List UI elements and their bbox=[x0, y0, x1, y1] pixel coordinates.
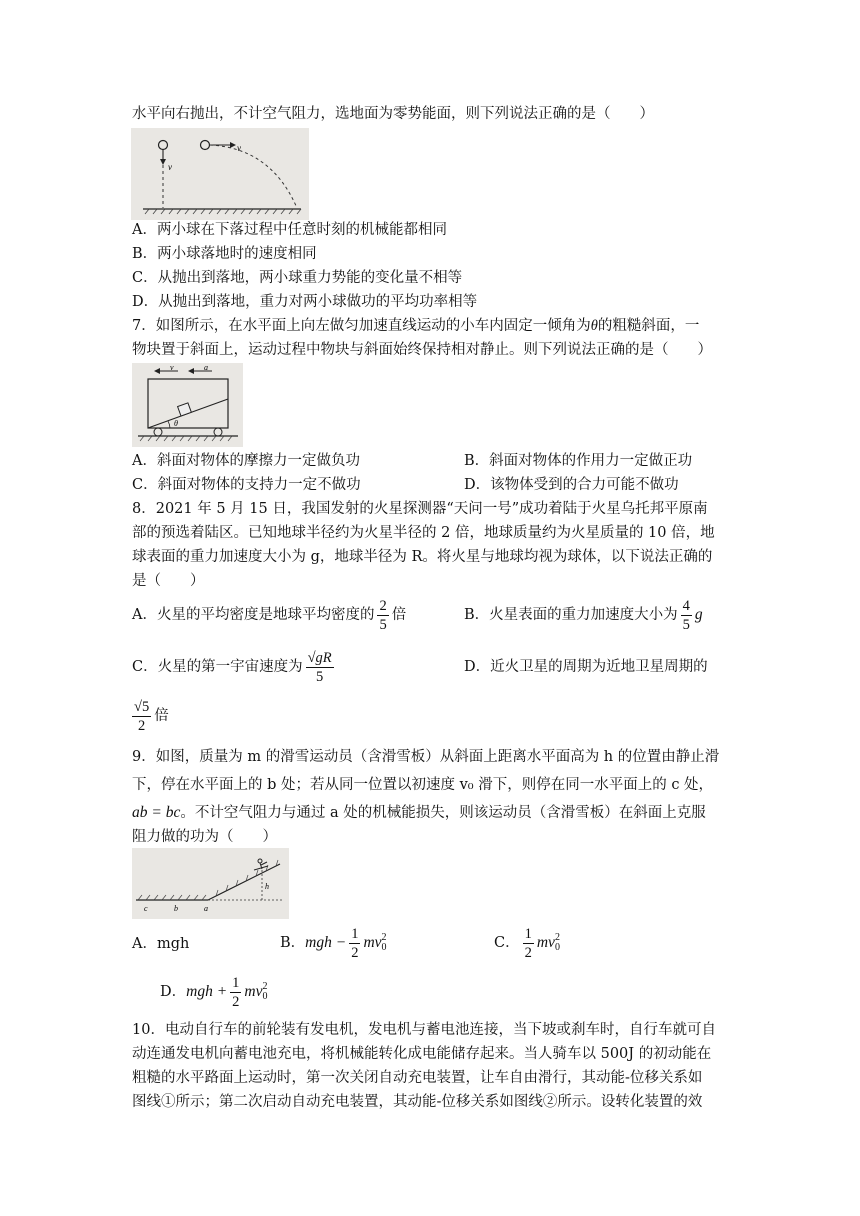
q9-a-label: a bbox=[204, 904, 208, 913]
q9-option-d-half-den: 2 bbox=[232, 993, 240, 1010]
q9-option-c-half bbox=[523, 925, 534, 962]
q10-stem-line1: 10．电动自行车的前轮装有发电机，发电机与蓄电池连接，当下坡或刹车时，自行车就可自 bbox=[132, 1022, 716, 1038]
q8-stem-line2: 部的预选着陆区。已知地球半径约为火星半径的 2 倍，地球质量约为火星质量的 10 倍，地 bbox=[132, 525, 715, 541]
q6-option-b: B．两小球落地时的速度相同 bbox=[132, 246, 317, 262]
q9-diagram bbox=[132, 848, 289, 919]
q7-option-c: C．斜面对物体的支持力一定不做功 bbox=[132, 477, 361, 493]
q7-theta: θ bbox=[590, 318, 598, 334]
q9-b-label: b bbox=[174, 904, 178, 913]
q8-option-c bbox=[132, 648, 337, 686]
q8-option-d-fraction bbox=[132, 698, 151, 735]
q8-stem-line3: 球表面的重力加速度大小为 g，地球半径为 R。将火星与地球均视为球体，以下说法正确的 bbox=[132, 549, 713, 565]
q9-option-b-sub: 0 bbox=[381, 942, 387, 953]
q9-option-b-sup: 2 bbox=[381, 932, 387, 943]
q9-stem-line3-text: 。不计空气阻力与通过 a 处的机械能损失，则该运动员（含滑雪板）在斜面上克服 bbox=[180, 805, 706, 821]
q6-option-c: C．从抛出到落地，两小球重力势能的变化量不相等 bbox=[132, 270, 463, 286]
q9-figure bbox=[132, 848, 289, 919]
q6-option-a: A．两小球在下落过程中任意时刻的机械能都相同 bbox=[132, 222, 447, 238]
q8-option-d-suffix: 倍 bbox=[154, 708, 169, 724]
q9-option-b-expr: mgh − bbox=[305, 934, 347, 951]
q9-option-d bbox=[160, 973, 268, 1011]
q9-option-d-sub: 0 bbox=[262, 991, 268, 1002]
q9-option-d-half bbox=[230, 974, 241, 1011]
q9-option-d-mv: mv bbox=[244, 983, 263, 1000]
q10-stem-line4: 图线①所示；第二次启动自动充电装置，其动能-位移关系如图线②所示。设转化装置的效 bbox=[132, 1094, 703, 1110]
q8-option-d-num: √5 bbox=[134, 698, 150, 715]
q9-option-b-half-den: 2 bbox=[351, 944, 359, 961]
q10-stem-line2: 动连通发电机向蓄电池充电，将机械能转化成电能储存起来。当人骑车以 500J 的初动能在 bbox=[132, 1046, 712, 1062]
q8-option-a-num: 2 bbox=[379, 597, 387, 614]
q9-c-label: c bbox=[144, 904, 148, 913]
q8-option-b bbox=[464, 596, 703, 634]
q7-a-label: a bbox=[204, 363, 208, 372]
q7-option-d: D．该物体受到的合力可能不做功 bbox=[464, 477, 679, 493]
q9-stem-line2: 下，停在水平面上的 b 处；若从同一位置以初速度 v₀ 滑下，则停在同一水平面上的 c 处， bbox=[132, 777, 714, 793]
q7-option-a: A．斜面对物体的摩擦力一定做负功 bbox=[132, 453, 360, 469]
q7-stem-text-a: 7．如图所示，在水平面上向左做匀加速直线运动的小车内固定一倾角为 bbox=[132, 318, 591, 334]
q9-option-b-mv: mv bbox=[363, 934, 382, 951]
q8-option-b-den: 5 bbox=[682, 616, 690, 633]
q7-stem-line1 bbox=[132, 316, 699, 336]
q8-option-c-num: √gR bbox=[307, 649, 332, 666]
q7-figure bbox=[132, 363, 243, 447]
q8-option-d-den: 2 bbox=[137, 717, 146, 734]
q8-option-a-den: 5 bbox=[379, 616, 387, 633]
q9-option-a: A．mgh bbox=[132, 936, 190, 952]
q7-option-b: B．斜面对物体的作用力一定做正功 bbox=[464, 453, 693, 469]
q9-option-c-label: C． bbox=[494, 935, 520, 951]
q8-stem-line4: 是（ ） bbox=[132, 573, 205, 589]
q9-stem-line4: 阻力做的功为（ ） bbox=[132, 829, 277, 845]
q10-stem-line3: 粗糙的水平路面上运动时，第一次关闭自动充电装置，让车自由滑行，其动能-位移关系如 bbox=[132, 1070, 703, 1086]
q6-option-d: D．从抛出到落地，重力对两小球做功的平均功率相等 bbox=[132, 294, 478, 310]
q9-option-d-half-num: 1 bbox=[232, 974, 240, 991]
q6-stem: 水平向右抛出，不计空气阻力，选地面为零势能面，则下列说法正确的是（ ） bbox=[132, 106, 654, 122]
q8-option-a bbox=[132, 596, 406, 634]
q8-option-b-text: B．火星表面的重力加速度大小为 bbox=[464, 607, 678, 623]
q7-v-label: v bbox=[170, 363, 174, 372]
q6-v-label-1: v bbox=[168, 162, 172, 172]
q9-option-c-scripts bbox=[555, 933, 560, 953]
q9-option-c-half-den: 2 bbox=[524, 944, 532, 961]
q8-option-a-fraction bbox=[377, 597, 388, 634]
q9-stem-line3 bbox=[132, 803, 706, 823]
q6-figure bbox=[131, 128, 309, 220]
q9-option-b-half bbox=[349, 925, 360, 962]
q9-option-b-scripts bbox=[382, 933, 387, 953]
q9-option-c-mv: mv bbox=[536, 934, 555, 951]
q9-option-d-label: D． bbox=[160, 984, 187, 1000]
q8-option-b-num: 4 bbox=[682, 597, 690, 614]
q7-theta-label: θ bbox=[174, 419, 178, 428]
q8-option-b-fraction bbox=[681, 597, 692, 634]
q8-option-c-text: C．火星的第一宇宙速度为 bbox=[132, 659, 303, 675]
q9-h-label: h bbox=[265, 882, 269, 891]
q8-option-b-g: g bbox=[694, 606, 703, 623]
q8-option-c-fraction bbox=[306, 649, 334, 686]
q7-diagram bbox=[132, 363, 243, 447]
q9-stem-line1: 9．如图，质量为 m 的滑雪运动员（含滑雪板）从斜面上距离水平面高为 h 的位置由静止滑 bbox=[132, 749, 720, 765]
q8-option-a-suffix: 倍 bbox=[391, 607, 407, 623]
q8-option-d-continued bbox=[132, 697, 169, 735]
q7-stem-line2: 物块置于斜面上，运动过程中物块与斜面始终保持相对静止。则下列说法正确的是（ ） bbox=[132, 342, 712, 358]
q9-option-d-expr: mgh + bbox=[186, 983, 228, 1000]
q9-option-c-sup: 2 bbox=[554, 932, 560, 943]
q9-option-b-label: B． bbox=[280, 935, 306, 951]
q9-option-d-sup: 2 bbox=[262, 981, 268, 992]
q8-option-a-text: A．火星的平均密度是地球平均密度的 bbox=[132, 607, 375, 623]
q9-option-d-scripts bbox=[263, 982, 268, 1002]
q9-option-c bbox=[494, 924, 560, 962]
q8-option-d: D．近火卫星的周期为近地卫星周期的 bbox=[464, 659, 708, 675]
q8-option-c-den: 5 bbox=[316, 668, 324, 685]
q6-v-label-2: v bbox=[237, 143, 241, 153]
q9-option-c-sub: 0 bbox=[554, 942, 560, 953]
q9-option-b bbox=[280, 924, 387, 962]
q9-option-b-half-num: 1 bbox=[351, 925, 359, 942]
q9-option-c-half-num: 1 bbox=[524, 925, 532, 942]
q7-stem-text-b: 的粗糙斜面，一 bbox=[597, 318, 700, 334]
q8-stem-line1: 8．2021 年 5 月 15 日，我国发射的火星探测器“天问一号”成功着陆于火星乌托邦平原南 bbox=[132, 501, 708, 517]
q9-equation: ab = bc bbox=[132, 804, 181, 821]
q6-diagram bbox=[131, 128, 309, 220]
